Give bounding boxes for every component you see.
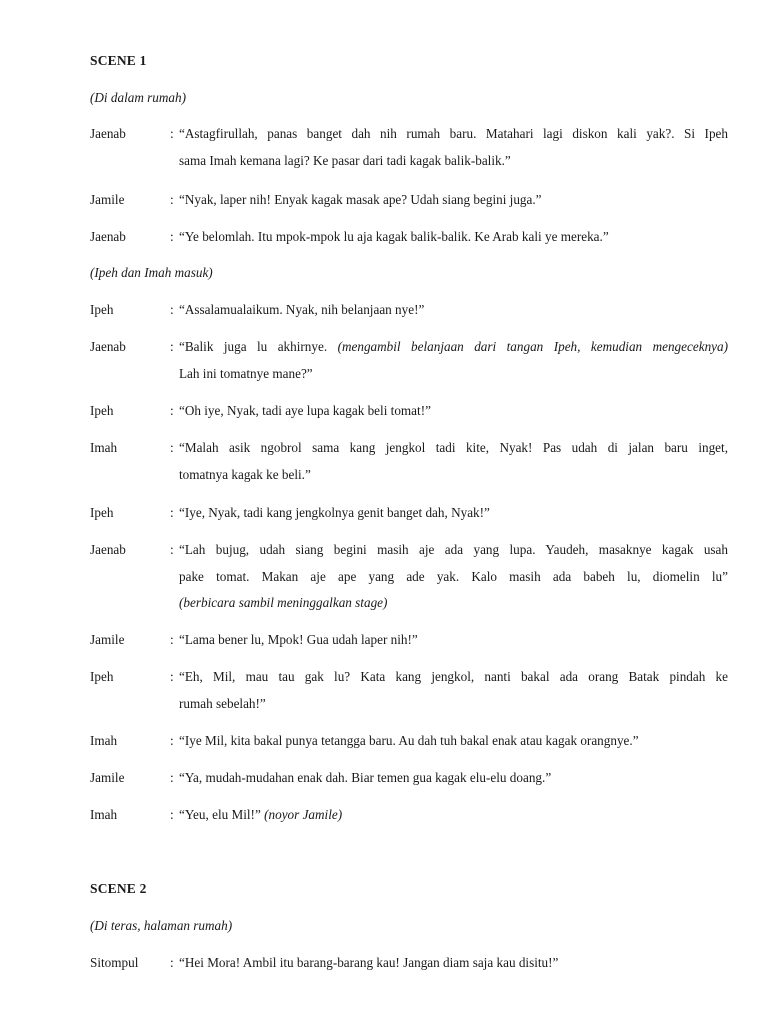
- dialogue-text: [179, 802, 728, 829]
- scene-2-title: SCENE 2: [90, 881, 147, 896]
- speaker-name: Jaenab: [90, 542, 126, 557]
- colon: :: [170, 126, 174, 141]
- dialogue-text-line-1: [179, 334, 728, 361]
- speaker-name: Imah: [90, 807, 118, 822]
- colon: :: [170, 807, 174, 822]
- colon: :: [170, 192, 174, 207]
- colon: :: [170, 339, 174, 354]
- scene-2-direction: (Di teras, halaman rumah): [90, 918, 233, 933]
- dialogue-text: “Iye Mil, kita bakal punya tetangga baru. Au dah tuh bakal enak atau kagak orangnye.”: [179, 733, 639, 748]
- colon: :: [170, 403, 174, 418]
- dialogue-text: [179, 664, 728, 717]
- dialogue-text: “Assalamualaikum. Nyak, nih belanjaan nye!”: [179, 302, 425, 317]
- dialogue-text: “Ye belomlah. Itu mpok-mpok lu aja kagak balik-balik. Ke Arab kali ye mereka.”: [179, 229, 609, 244]
- dialogue-text-line-2: rumah sebelah!”: [179, 695, 266, 711]
- dialogue-text-line-2: sama Imah kemana lagi? Ke pasar dari tadi kagak balik-balik.”: [179, 152, 511, 168]
- speaker-name: Imah: [90, 733, 118, 748]
- speaker-name: Jamile: [90, 192, 125, 207]
- colon: :: [170, 632, 174, 647]
- colon: :: [170, 229, 174, 244]
- dialogue-text: “Lama bener lu, Mpok! Gua udah laper nih!”: [179, 632, 418, 647]
- speaker-name: Jaenab: [90, 339, 126, 354]
- colon: :: [170, 770, 174, 785]
- dialogue-text-line-2: Lah ini tomatnye mane?”: [179, 365, 313, 381]
- dialogue-text: “Hei Mora! Ambil itu barang-barang kau! Jangan diam saja kau disitu!”: [179, 955, 559, 970]
- speaker-name: Jamile: [90, 770, 125, 785]
- dialogue-text: “Oh iye, Nyak, tadi aye lupa kagak beli tomat!”: [179, 403, 431, 418]
- speaker-name: Jamile: [90, 632, 125, 647]
- dialogue-text-line-1: “Lah bujug, udah siang begini masih aje ada yang lupa. Yaudeh, masaknye kagak usah: [179, 542, 728, 557]
- dialogue-text: “Ya, mudah-mudahan enak dah. Biar temen gua kagak elu-elu doang.”: [179, 770, 552, 785]
- colon: :: [170, 955, 174, 970]
- scene-1-title: SCENE 1: [90, 53, 147, 68]
- dialogue-text: “Iye, Nyak, tadi kang jengkolnya genit banget dah, Nyak!”: [179, 505, 490, 520]
- dialogue-text-line-1: “Astagfirullah, panas banget dah nih rumah baru. Matahari lagi diskon kali yak?. Si Ipeh: [179, 126, 728, 141]
- dialogue-text: [179, 121, 728, 174]
- colon: :: [170, 669, 174, 684]
- dialogue-text-part: “Yeu, elu Mil!”: [179, 807, 265, 822]
- dialogue-text: [179, 334, 728, 387]
- dialogue-text: “Nyak, laper nih! Enyak kagak masak ape? Udah siang begini juga.”: [179, 192, 542, 207]
- dialogue-text-part: “Balik juga lu akhirnye.: [179, 339, 338, 354]
- stage-direction: (Ipeh dan Imah masuk): [90, 265, 213, 280]
- dialogue-text: [179, 537, 728, 617]
- speaker-name: Ipeh: [90, 403, 114, 418]
- speaker-name: Ipeh: [90, 505, 114, 520]
- colon: :: [170, 302, 174, 317]
- speaker-name: Jaenab: [90, 229, 126, 244]
- speaker-name: Sitompul: [90, 955, 139, 970]
- dialogue-text-line-1: “Eh, Mil, mau tau gak lu? Kata kang jengkol, nanti bakal ada orang Batak pindah ke: [179, 669, 728, 684]
- dialogue-text-line-2: tomatnya kagak ke beli.”: [179, 466, 311, 482]
- dialogue-text: [179, 435, 728, 488]
- colon: :: [170, 733, 174, 748]
- dialogue-text-line-2: pake tomat. Makan aje ape yang ade yak. Kalo masih ada babeh lu, diomelin lu”: [179, 568, 728, 584]
- stage-direction-inline: (noyor Jamile): [264, 807, 343, 822]
- stage-direction-inline: (mengambil belanjaan dari tangan Ipeh, kemudian mengeceknya): [337, 339, 728, 354]
- speaker-name: Imah: [90, 440, 118, 455]
- speaker-name: Ipeh: [90, 669, 114, 684]
- colon: :: [170, 440, 174, 455]
- colon: :: [170, 505, 174, 520]
- scene-1-direction: (Di dalam rumah): [90, 90, 186, 105]
- speaker-name: Ipeh: [90, 302, 114, 317]
- colon: :: [170, 542, 174, 557]
- speaker-name: Jaenab: [90, 126, 126, 141]
- stage-direction-inline: (berbicara sambil meninggalkan stage): [179, 595, 388, 610]
- dialogue-text-line-1: “Malah asik ngobrol sama kang jengkol tadi kite, Nyak! Pas udah di jalan baru inget,: [179, 440, 728, 455]
